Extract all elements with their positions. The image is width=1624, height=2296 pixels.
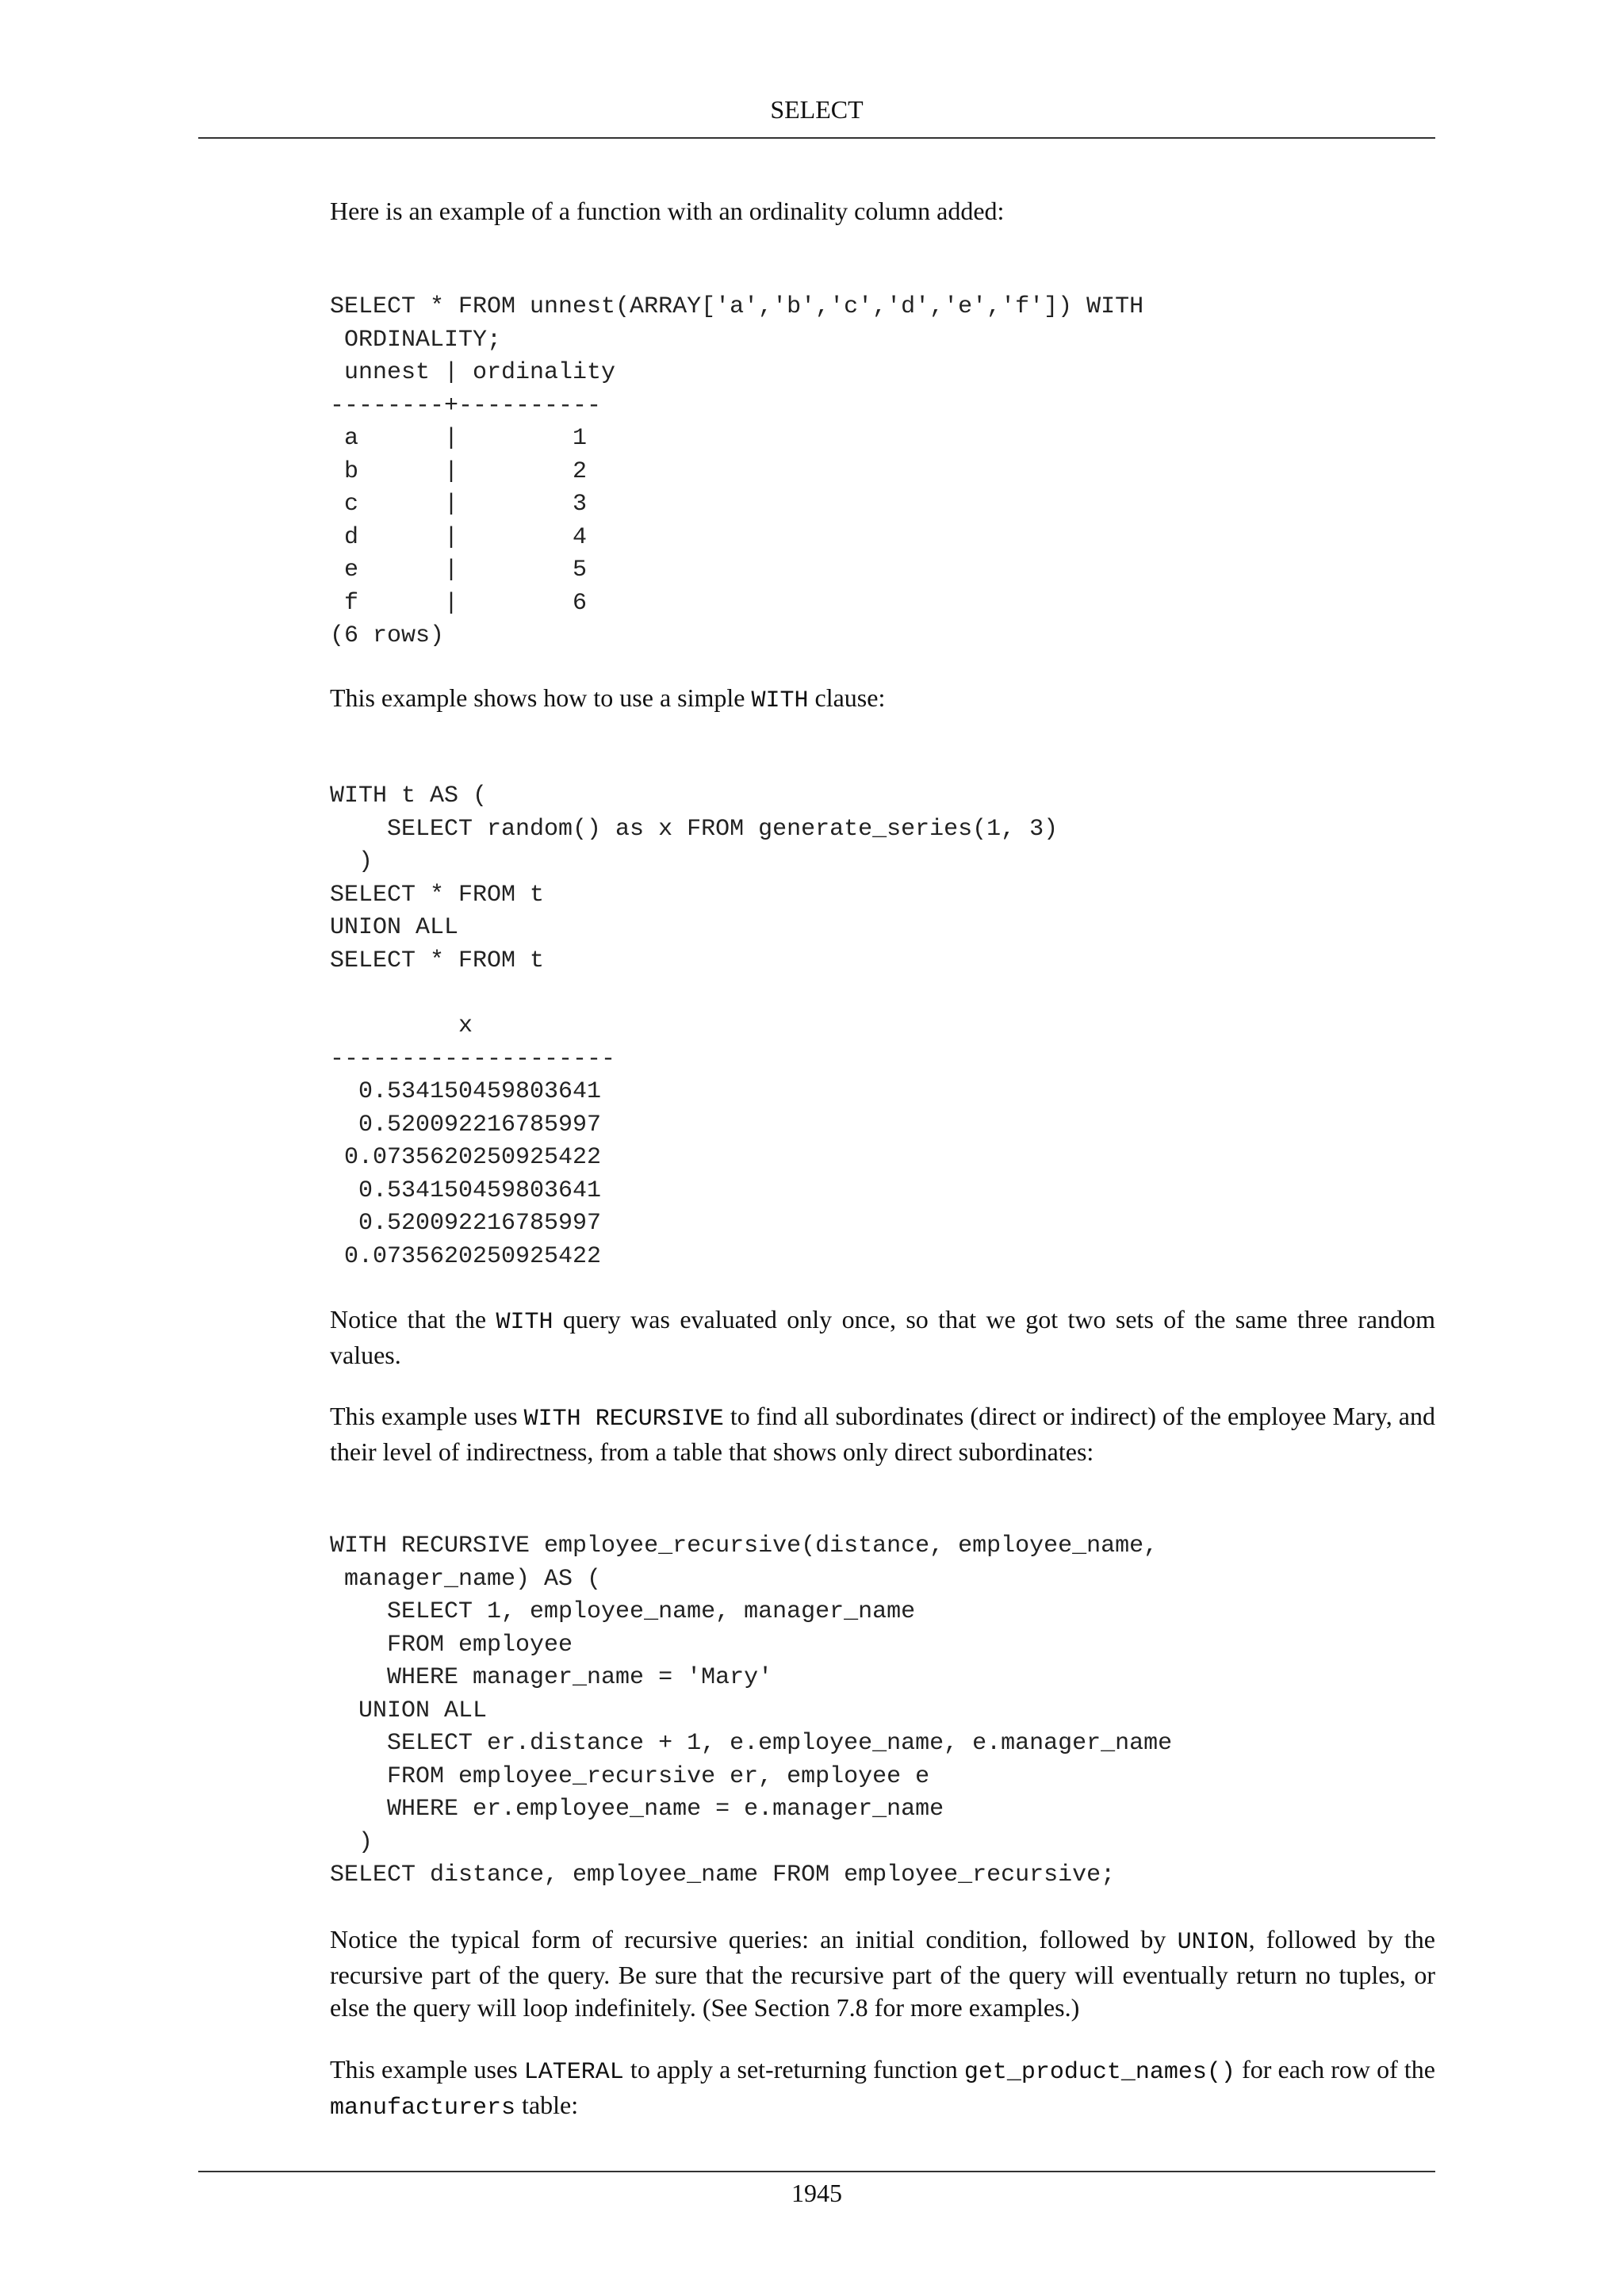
text-run: for each row of the bbox=[1235, 2055, 1435, 2084]
text-run: clause: bbox=[808, 683, 886, 712]
header-rule bbox=[198, 137, 1435, 139]
page-number: 1945 bbox=[791, 2179, 842, 2207]
text-run: Notice that the bbox=[330, 1305, 496, 1334]
lateral-paragraph bbox=[330, 2053, 1435, 2125]
inline-code: WITH bbox=[496, 1309, 553, 1336]
evaluated-once-paragraph bbox=[330, 1303, 1435, 1372]
text-run: This example shows how to use a simple bbox=[330, 683, 752, 712]
inline-code: WITH bbox=[751, 687, 809, 714]
running-header: SELECT bbox=[770, 95, 864, 124]
text-run: Notice the typical form of recursive queries: an initial condition, followed by bbox=[330, 1925, 1178, 1954]
inline-code: UNION bbox=[1177, 1929, 1249, 1956]
inline-code: manufacturers bbox=[330, 2095, 516, 2122]
with-clause-paragraph bbox=[330, 682, 1435, 718]
inline-code: WITH RECURSIVE bbox=[523, 1406, 724, 1433]
text-run: to apply a set-returning function bbox=[623, 2055, 964, 2084]
footer-rule bbox=[198, 2171, 1435, 2172]
recursive-form-paragraph bbox=[330, 1923, 1435, 2024]
inline-code: get_product_names() bbox=[963, 2059, 1235, 2086]
text-run: , followed by the recursive part of the query. Be sure that the recursive part of the query will eventually return no tuples, or else the query will loop indefinitely. (See Section 7.8 for more examples.) bbox=[330, 1925, 1436, 2022]
ordinality-code-block: SELECT * FROM unnest(ARRAY['a','b','c','d','e','f']) WITH ORDINALITY; unnest | ordinality --------+---------- a | 1 b | 2 c | 3 d | 4 e | 5 f | 6 (6 rows) bbox=[330, 293, 1144, 649]
recursive-query-code-block: WITH RECURSIVE employee_recursive(distance, employee_name, manager_name) AS ( SELECT 1, employee_name, manager_name FROM employee WHERE manager_name = 'Mary' UNION ALL SELECT er.distance + 1, e.employee_name, e.manager_name FROM employee_recursive er, employee e WHERE er.employee_name = e.manager_name ) SELECT distance, employee_name FROM employee_recursive; bbox=[330, 1533, 1173, 1888]
intro-paragraph: Here is an example of a function with an ordinality column added: bbox=[330, 197, 1005, 225]
text-run: to find all subordinates (direct or indirect) of the employee Mary, and their level of indirectness, from a table that shows only direct subordinates: bbox=[330, 1402, 1436, 1466]
with-recursive-paragraph bbox=[330, 1400, 1435, 1468]
text-run: query was evaluated only once, so that we got two sets of the same three random values. bbox=[330, 1305, 1436, 1369]
text-run: table: bbox=[515, 2091, 579, 2119]
with-query-code-block: WITH t AS ( SELECT random() as x FROM generate_series(1, 3) ) SELECT * FROM t UNION ALL SELECT * FROM t bbox=[330, 783, 1059, 974]
with-result-code-block: x -------------------- 0.534150459803641 0.520092216785997 0.0735620250925422 0.534150459803641 0.520092216785997 0.0735620250925422 bbox=[330, 1012, 616, 1270]
inline-code: LATERAL bbox=[523, 2059, 624, 2086]
text-run: This example uses bbox=[330, 2055, 524, 2084]
text-run: This example uses bbox=[330, 1402, 524, 1430]
